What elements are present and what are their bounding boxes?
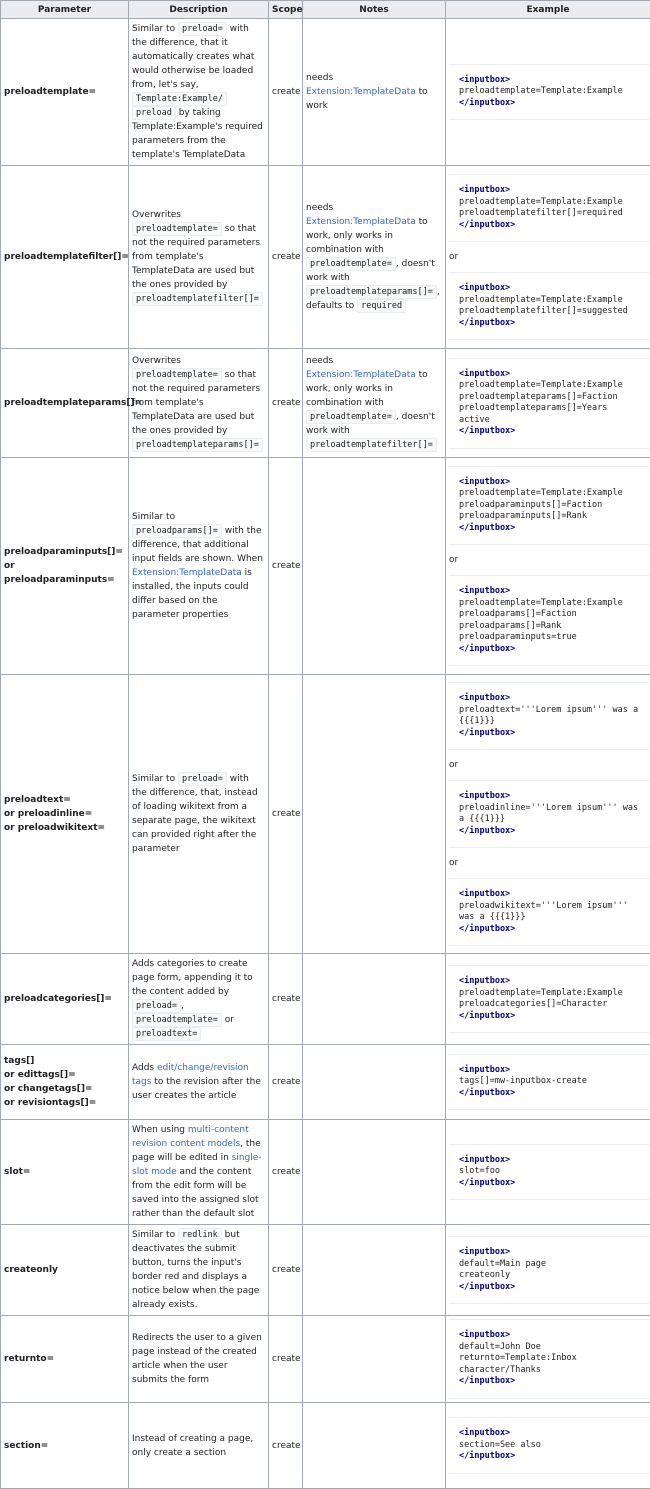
parameter-cell [1,1316,129,1403]
scope-cell: create [269,1045,303,1120]
code-line: preloadinline='''Lorem ipsum''' was a {{{1}}} [459,803,643,825]
inline-code: preloadtemplatefilter[]= [132,292,263,306]
text-span: , the page will be edited in [132,1139,261,1163]
parameter-name: changetags[]= [18,1084,93,1094]
scope-cell: create [269,675,303,954]
inputbox-close-tag: </inputbox> [459,1178,515,1188]
or-separator: or [449,553,650,567]
text-span: but deactivates the submit button, turns the input's border red and displays a notice below when the page already exists. [132,1230,259,1310]
table-row [1,166,650,349]
example-cell [446,675,650,954]
code-line: preloadtext='''Lorem ipsum''' was a {{{1}}} [459,705,643,727]
inputbox-close-tag: </inputbox> [459,728,515,738]
parameter-cell [1,675,129,954]
inline-code: preloadtemplate= [306,410,396,424]
inline-code: preload= [132,999,181,1013]
notes-cell [303,458,446,675]
or-label: or [4,561,15,571]
wiki-link[interactable]: Extension:TemplateData [306,370,416,380]
inline-code: preloadparams[]= [132,524,222,538]
code-line: preloadparaminputs=true [459,632,577,642]
code-example [449,1144,650,1201]
header-example: Example [446,1,650,19]
table-row [1,954,650,1045]
example-cell [446,19,650,166]
parameter-name: createonly [4,1265,58,1275]
example-cell [446,166,650,349]
inputbox-open-tag: <inputbox> [459,889,510,899]
description-cell [129,1120,269,1225]
text-span: Redirects the user to a given page instead of the created article when the user submits the form [132,1333,262,1385]
text-span: Overwrites [132,210,181,220]
code-example [449,1319,650,1399]
scope-cell: create [269,1120,303,1225]
inline-code: preload [132,106,176,120]
text-span: so that not the required parameters from template's TemplateData are used but the ones provided by [132,370,260,436]
inline-code: redlink [178,1228,222,1242]
inline-code: Template:Example/ [132,92,227,106]
description-cell [129,19,269,166]
inline-code: preloadtemplate= [306,257,396,271]
header-parameter: Parameter [1,1,129,19]
example-cell [446,1045,650,1120]
inline-code: preloadtemplate= [132,222,222,236]
inputbox-open-tag: <inputbox> [459,75,510,85]
text-span: Similar to [132,774,178,784]
code-example [449,1236,650,1304]
parameter-name: edittags[]= [18,1070,76,1080]
code-line: preloadparams[]=Faction [459,609,577,619]
scope-cell: create [269,349,303,458]
table-row [1,1316,650,1403]
wiki-link[interactable]: Extension:TemplateData [306,217,416,227]
inputbox-open-tag: <inputbox> [459,283,510,293]
scope-cell: create [269,458,303,675]
inline-code: preloadtemplateparams[]= [306,285,437,299]
inputbox-close-tag: </inputbox> [459,826,515,836]
description-cell [129,1403,269,1489]
code-example [449,682,650,750]
code-line: createonly [459,1270,510,1280]
text-span: , defaults to [306,287,440,311]
wiki-link[interactable]: Extension:TemplateData [132,568,242,578]
text-span: to work [306,87,428,111]
notes-cell [303,1403,446,1489]
text-span: to work, only works in combination with [306,217,428,255]
notes-cell [303,349,446,458]
code-line: preloadtemplatefilter[]=required [459,208,623,218]
code-example [449,466,650,546]
inline-code: required [357,299,406,313]
parameter-name: preloadtemplate= [4,87,96,97]
code-example [449,272,650,340]
example-cell [446,1403,650,1489]
table-row [1,675,650,954]
wiki-link[interactable]: Extension:TemplateData [306,87,416,97]
inline-code: preloadtemplatefilter[]= [306,438,437,452]
inputbox-open-tag: <inputbox> [459,1428,510,1438]
code-line: default=Main page [459,1259,546,1269]
example-cell [446,1120,650,1225]
parameter-name: preloadparaminputs= [4,575,115,585]
code-example [449,965,650,1033]
text-span: by taking Template:Example's required parameters from the template's TemplateData [132,108,263,160]
text-span: needs [306,73,333,83]
text-span: Similar to [132,24,178,34]
parameter-name: preloadtemplatefilter[]= [4,252,129,262]
inputbox-close-tag: </inputbox> [459,318,515,328]
example-cell [446,954,650,1045]
text-span: needs [306,356,333,366]
code-line: returnto=Template:Inbox character/Thanks [459,1353,582,1375]
or-label: or [4,1070,15,1080]
code-line: preloadparaminputs[]=Rank [459,511,587,521]
code-line: preloadtemplate=Template:Example [459,988,623,998]
description-cell [129,1316,269,1403]
header-notes: Notes [303,1,446,19]
table-row [1,458,650,675]
parameter-name: preloadinline= [18,809,92,819]
or-separator: or [449,250,650,264]
parameter-cell [1,349,129,458]
parameter-cell [1,458,129,675]
example-cell [446,458,650,675]
inputbox-close-tag: </inputbox> [459,1088,515,1098]
or-separator: or [449,758,650,772]
description-cell [129,166,269,349]
description-cell [129,675,269,954]
parameter-name: tags[] [4,1056,34,1066]
inputbox-close-tag: </inputbox> [459,98,515,108]
text-span: is installed, the inputs could differ based on the parameter properties [132,568,252,620]
wiki-link[interactable]: edit/change/revision tags [132,1063,249,1087]
inputbox-close-tag: </inputbox> [459,426,515,436]
inputbox-open-tag: <inputbox> [459,976,510,986]
scope-cell: create [269,1225,303,1316]
table-row [1,1120,650,1225]
code-line: preloadtemplate=Template:Example [459,488,623,498]
notes-cell [303,1225,446,1316]
text-span: , doesn't work with [306,259,435,283]
inputbox-close-tag: </inputbox> [459,644,515,654]
inputbox-open-tag: <inputbox> [459,1065,510,1075]
parameter-cell [1,166,129,349]
inputbox-open-tag: <inputbox> [459,1247,510,1257]
inputbox-close-tag: </inputbox> [459,1376,515,1386]
parameter-name: preloadtemplateparams[]= [4,398,142,408]
table-header-row [1,1,650,19]
code-line: preloadtemplatefilter[]=suggested [459,306,628,316]
notes-cell [303,166,446,349]
text-span: Instead of creating a page, only create a section [132,1434,253,1458]
inline-code: preloadtemplateparams[]= [132,438,263,452]
scope-cell: create [269,954,303,1045]
code-line: tags[]=mw-inputbox-create [459,1076,587,1086]
inputbox-close-tag: </inputbox> [459,1011,515,1021]
code-line: preloadtemplate=Template:Example [459,86,623,96]
description-cell [129,1045,269,1120]
inputbox-close-tag: </inputbox> [459,1451,515,1461]
code-line: preloadcategories[]=Character [459,999,607,1009]
wiki-link[interactable]: multi-content revision content models [132,1125,249,1149]
parameter-cell [1,1120,129,1225]
parameter-cell [1,1225,129,1316]
text-span: and the content from the edit form will be saved into the assigned slot rather than the default slot [132,1167,259,1219]
table-row [1,349,650,458]
example-cell [446,349,650,458]
parameter-name: returnto= [4,1354,54,1364]
inputbox-close-tag: </inputbox> [459,1282,515,1292]
text-span: or [222,1015,234,1025]
inline-code: preloadtext= [132,1027,201,1041]
header-scope: Scope [269,1,303,19]
parameter-name: preloadparaminputs[]= [4,547,123,557]
code-line: section=See also [459,1440,541,1450]
notes-cell [303,1045,446,1120]
inputbox-open-tag: <inputbox> [459,586,510,596]
table-row [1,1403,650,1489]
inline-code: preloadtemplate= [132,368,222,382]
code-line: preloadparams[]=Rank [459,621,561,631]
description-cell [129,349,269,458]
notes-cell [303,1120,446,1225]
example-cell [446,1225,650,1316]
parameter-name: section= [4,1441,48,1451]
code-line: preloadwikitext='''Lorem ipsum''' was a {{{1}}} [459,901,633,923]
notes-cell [303,1316,446,1403]
code-example [449,1054,650,1111]
parameter-cell [1,954,129,1045]
wiki-link[interactable]: single-slot mode [132,1153,262,1177]
or-label: or [4,823,15,833]
text-span: Adds categories to create page form, appending it to the content added by [132,959,253,997]
text-span: with the difference, that it automatically creates what would otherwise be loaded from, let's say, [132,24,254,90]
inputbox-open-tag: <inputbox> [459,1155,510,1165]
scope-cell: create [269,1403,303,1489]
inputbox-open-tag: <inputbox> [459,369,510,379]
notes-cell [303,19,446,166]
or-label: or [4,1084,15,1094]
text-span: Adds [132,1063,157,1073]
code-example [449,174,650,242]
code-example [449,780,650,848]
code-line: slot=foo [459,1166,500,1176]
code-line: preloadtemplate=Template:Example [459,295,623,305]
or-label: or [4,1098,15,1108]
or-separator: or [449,856,650,870]
table-row [1,1225,650,1316]
parameter-name: preloadtext= [4,795,71,805]
example-cell [446,1316,650,1403]
code-example [449,878,650,946]
text-span: needs [306,203,333,213]
code-line: preloadtemplateparams[]=Faction [459,392,618,402]
inputbox-close-tag: </inputbox> [459,523,515,533]
code-line: preloadtemplate=Template:Example [459,598,623,608]
inputbox-open-tag: <inputbox> [459,185,510,195]
description-cell [129,458,269,675]
inline-code: preload= [178,772,227,786]
parameter-name: preloadwikitext= [18,823,105,833]
parameter-cell [1,1045,129,1120]
inline-code: preloadtemplate= [132,1013,222,1027]
scope-cell: create [269,1316,303,1403]
code-example [449,575,650,666]
text-span: with the difference, that, instead of loading wikitext from a separate page, the wikitext can provided right after the parameter [132,774,258,854]
parameter-cell [1,1403,129,1489]
table-row [1,19,650,166]
or-label: or [4,809,15,819]
notes-cell [303,954,446,1045]
text-span: , [181,1001,184,1011]
code-line: preloadtemplate=Template:Example [459,197,623,207]
code-line: preloadtemplateparams[]=Years active [459,403,613,425]
inputbox-close-tag: </inputbox> [459,220,515,230]
code-example [449,358,650,449]
code-example [449,1417,650,1474]
scope-cell: create [269,166,303,349]
inputbox-open-tag: <inputbox> [459,1330,510,1340]
inputbox-open-tag: <inputbox> [459,693,510,703]
notes-cell [303,675,446,954]
text-span: Similar to [132,1230,178,1240]
parameter-name: preloadcategories[]= [4,994,112,1004]
text-span: with the difference, that additional input fields are shown. When [132,526,263,564]
code-line: default=John Doe [459,1342,541,1352]
text-span: , doesn't work with [306,412,435,436]
scope-cell: create [269,19,303,166]
text-span: to the revision after the user creates the article [132,1077,261,1101]
inputbox-close-tag: </inputbox> [459,924,515,934]
inline-code: preload= [178,22,227,36]
table-row [1,1045,650,1120]
code-line: preloadparaminputs[]=Faction [459,500,602,510]
header-description: Description [129,1,269,19]
inputbox-open-tag: <inputbox> [459,477,510,487]
code-line: preloadtemplate=Template:Example [459,380,623,390]
parameter-name: revisiontags[]= [18,1098,96,1108]
text-span: so that not the required parameters from template's TemplateData are used but the ones provided by [132,224,260,290]
description-cell [129,954,269,1045]
parameter-name: slot= [4,1167,30,1177]
parameter-cell [1,19,129,166]
text-span: Similar to [132,512,175,522]
text-span: Overwrites [132,356,181,366]
inputbox-open-tag: <inputbox> [459,791,510,801]
text-span: When using [132,1125,188,1135]
description-cell [129,1225,269,1316]
code-example [449,64,650,121]
text-span: to work, only works in combination with [306,370,428,408]
